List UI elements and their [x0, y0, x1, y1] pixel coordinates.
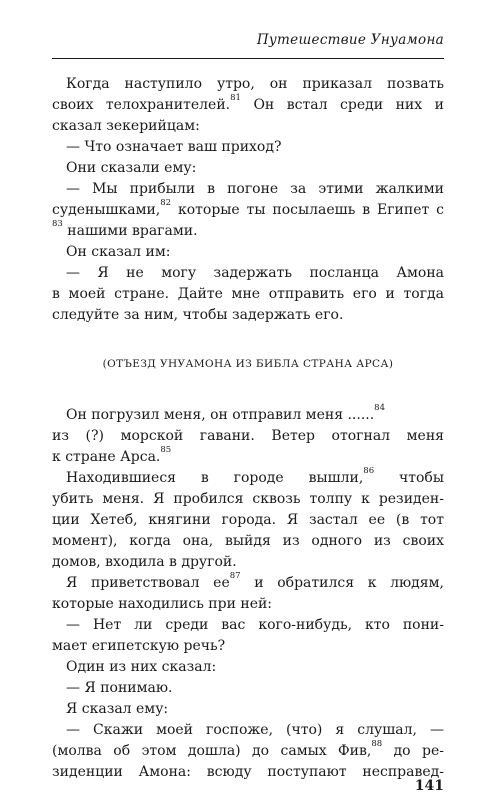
footnote-ref[interactable]: 88 [371, 739, 383, 749]
dialogue-line: — Я не могу задержать посланца Амона [66, 265, 444, 281]
text-line: своих телохранителей.$^{81}$ Он встал среди них и [52, 93, 444, 113]
text-line: Он погрузил меня, он отправил меня ......$^{84}$ [66, 403, 385, 423]
text-line: Они сказали ему: [66, 160, 197, 176]
text-line: сказал зекерийцам: [52, 118, 200, 134]
header-rule [52, 58, 444, 59]
text-line: $^{83}$ нашими врагами. [52, 219, 198, 239]
footnote-ref[interactable]: 82 [160, 198, 172, 208]
page-body [52, 74, 444, 783]
dialogue-line: — Я понимаю. [66, 680, 173, 696]
page-number: 141 [414, 778, 444, 794]
dialogue-line: — Скажи моей госпоже, (что) я слушал, — [66, 722, 444, 738]
section-title: (ОТЪЕЗД УНУАМОНА ИЗ БИБЛА СТРАНА АРСА) [102, 358, 394, 370]
text-line: Я приветствовал $ее^{87}$ и обратился к людям, [66, 571, 444, 591]
footnote-ref[interactable]: 83 [52, 219, 63, 229]
running-header: Путешествие Унуамона [256, 32, 444, 48]
text-line: суденышками,$^{82}$ которые ты посылаешь в Египет с [52, 198, 444, 218]
text-line: зиденции Амона: всюду поступают несправед- [52, 764, 444, 780]
text-line: Находившиеся в городе вышли,$^{86}$ чтобы [66, 466, 444, 486]
dialogue-line: — Мы прибыли в погоне за этими жалкими [66, 181, 444, 197]
text-line: убить меня. Я пробился сквозь толпу к резиден- [52, 491, 444, 507]
footnote-ref[interactable]: 87 [229, 571, 241, 581]
text-line: момент), когда она, выйдя из одного из своих [52, 533, 444, 549]
dialogue-line: — Нет ли среди вас кого-нибудь, кто пони- [66, 617, 444, 633]
text-line: из (?) морской гавани. Ветер отогнал меня [52, 428, 444, 444]
text-line: ции Хетеб, княгини города. Я застал ее (в тот [52, 512, 444, 528]
text-line: (молва об этом дошла) до самых Фив,$^{88}$ до ре- [52, 739, 444, 759]
text-line: Он сказал им: [66, 244, 171, 260]
text-line: которые находились при ней: [52, 596, 273, 612]
text-line: мает египетскую речь? [52, 638, 226, 654]
text-line: Когда наступило утро, он приказал позвать [66, 76, 444, 92]
text-line: Я сказал ему: [66, 701, 169, 717]
footnote-ref[interactable]: 81 [230, 93, 241, 103]
text-line: в моей стране. Дайте мне отправить его и тогда [52, 286, 444, 302]
text-line: следуйте за ним, чтобы задержать его. [52, 307, 344, 323]
text-line: домов, входила в другой. [52, 554, 237, 570]
text-line: Один из них сказал: [66, 659, 217, 675]
dialogue-line: — Что означает ваш приход? [66, 139, 282, 155]
footnote-ref[interactable]: 84 [374, 403, 385, 413]
text-line: к стране Арса.$^{85}$ [52, 445, 172, 465]
footnote-ref[interactable]: 85 [160, 445, 172, 455]
footnote-ref[interactable]: 86 [363, 466, 375, 476]
